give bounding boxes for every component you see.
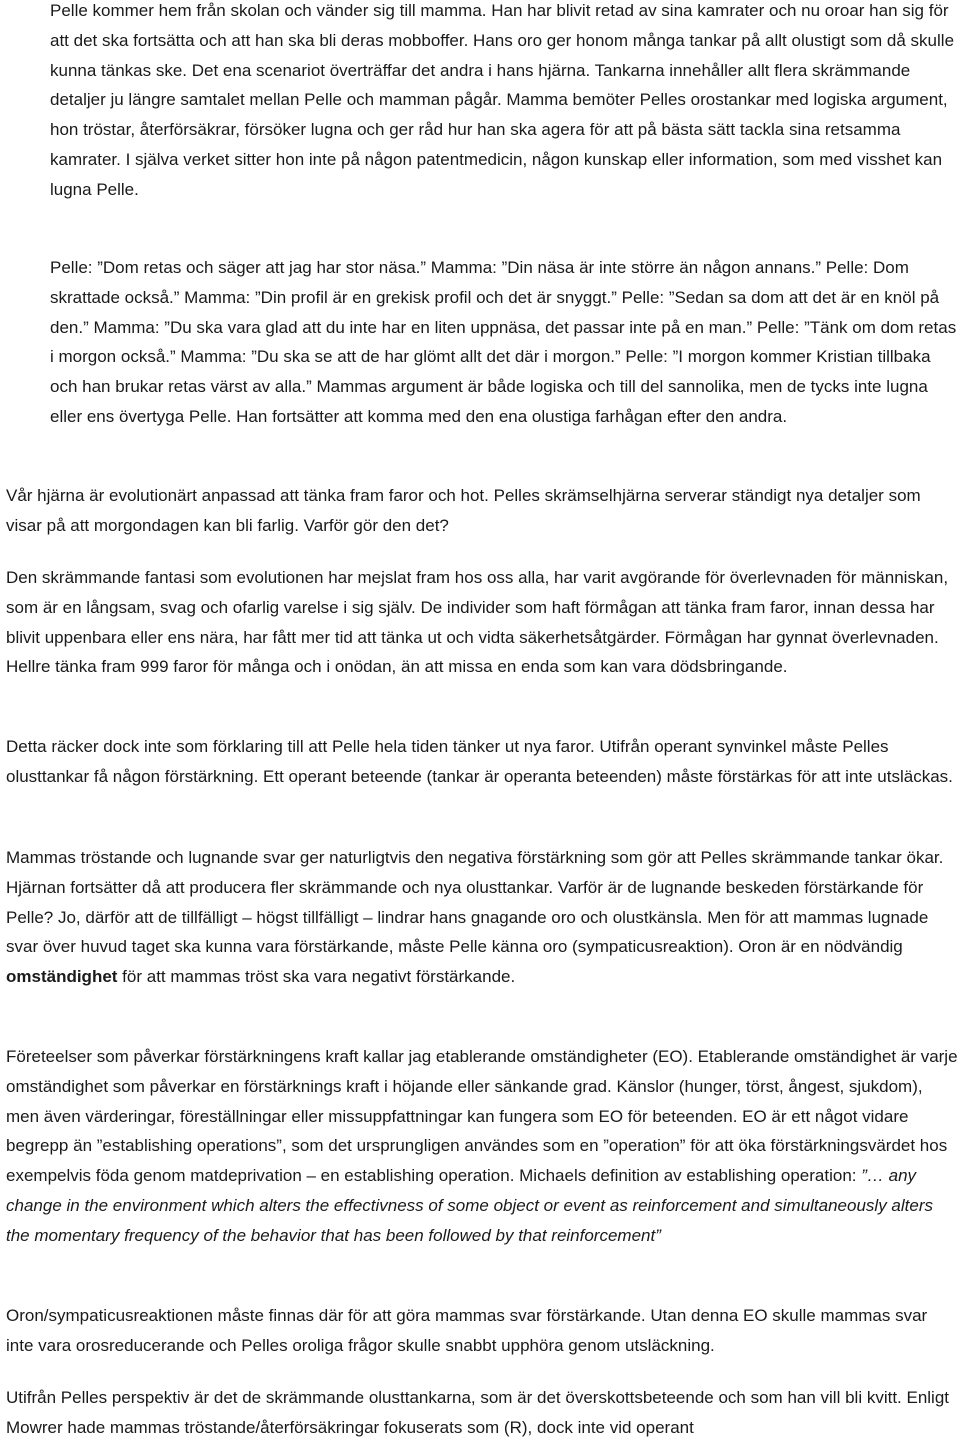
paragraph-operant-reinforcement: Detta räcker dock inte som förklaring till att Pelle hela tiden tänker ut nya faror. Utifrån operant synvinkel måste Pelles olusttankar få någon förstärkning. Ett operant beteende (tankar är operanta beteenden) måste förstärkas för att inte utsläckas.: [6, 737, 953, 786]
paragraph-text: Mammas tröstande och lugnande svar ger naturligtvis den negativa förstärkning som gör att Pelles skrämmande tankar ökar. Hjärnan fortsätter då att producera fler skrämmande och nya olusttankar. Varför är de lugnande beskeden förstärkande för Pelle? Jo, därför att de tillfälligt – högst tillfälligt – lindrar hans gnagande oro och olustkänsla. Men för att mammas lugnade svar över huvud taget ska kunna vara förstärkande, måste Pelle känna oro (sympaticusreaktion). Oron är en nödvändig: [6, 848, 944, 957]
paragraph-evolution-brain: Vår hjärna är evolutionärt anpassad att tänka fram faror och hot. Pelles skrämselhjärna serverar ständigt nya detaljer som visar på att morgondagen kan bli farlig. Varför gör den det?: [6, 486, 921, 535]
quoted-definition: ”… any change in the environment which alters the effectivness of some object or event as reinforcement and simultaneously alters the momentary frequency of the behavior that has been followed by that reinforcement”: [6, 1166, 933, 1245]
paragraph-negative-reinforcement: [6, 843, 958, 992]
paragraph-dialogue: Pelle: ”Dom retas och säger att jag har stor näsa.” Mamma: ”Din näsa är inte större än någon annans.” Pelle: Dom skrattade också.” Mamma: ”Din profil är en grekisk profil och det är snyggt.” Pelle: ”Sedan sa dom att det är en knöl på den.” Mamma: ”Du ska vara glad att du inte har en liten uppnäsa, det passar inte på en man.” Pelle: ”Tänk om dom retas i morgon också.” Mamma: ”Du ska se att de har glömt allt det där i morgon.” Pelle: ”I morgon kommer Kristian tillbaka och han brukar retas värst av alla.” Mammas argument är både logiska och till del sannolika, men de tycks inte lugna eller ens övertyga Pelle. Han fortsätter att komma med den ena olustiga farhågan efter den andra.: [50, 258, 957, 426]
paragraph-text: för att mammas tröst ska vara negativt förstärkande.: [117, 967, 516, 987]
bold-term-omstandighet: omständighet: [6, 967, 118, 987]
paragraph-fantasy-survival: Den skrämmande fantasi som evolutionen har mejslat fram hos oss alla, har varit avgörande för överlevnaden för människan, som är en långsam, svag och ofarlig varelse i sig själv. De individer som haft förmågan att tänka fram faror, innan dessa har blivit uppenbara eller ens nära, har fått mer tid att tänka ut och vidta säkerhetsåtgärder. Förmågan har gynnat överlevnaden. Hellre tänka fram 999 faror för många och i onödan, än att missa en enda som kan vara dödsbringande.: [6, 568, 949, 677]
paragraph-establishing-circumstances: [6, 1042, 958, 1251]
paragraph-pelle-intro: Pelle kommer hem från skolan och vänder sig till mamma. Han har blivit retad av sina kamrater och nu oroar han sig för att det ska fortsätta och att han ska bli deras mobboffer. Hans oro ger honom många tankar på allt olustigt som då skulle kunna tänkas ske. Det ena scenariot överträffar det andra i hans hjärna. Tankarna innehåller allt flera skrämmande detaljer ju längre samtalet mellan Pelle och mamman pågår. Mamma bemöter Pelles orostankar med logiska argument, hon tröstar, återförsäkrar, försöker lugna och ger råd hur han ska agera för att på bästa sätt tackla sina retsamma kamrater. I själva verket sitter hon inte på någon patentmedicin, någon kunskap eller information, som med visshet kan lugna Pelle.: [50, 1, 955, 199]
paragraph-anxiety-eo: Oron/sympaticusreaktionen måste finnas där för att göra mammas svar förstärkande. Utan denna EO skulle mammas svar inte vara orosreducerande och Pelles oroliga frågor skulle snabbt upphöra genom utsläckning.: [6, 1306, 928, 1355]
paragraph-pelle-perspective: Utifrån Pelles perspektiv är det de skrämmande olusttankarna, som är det överskottsbeteende och som han vill bli kvitt. Enligt Mowrer hade mammas tröstande/återförsäkringar fokuserats som (R), dock inte vid operant: [6, 1388, 950, 1437]
paragraph-text: Företeelser som påverkar förstärkningens kraft kallar jag etablerande omständigheter (EO). Etablerande omständighet är varje omständighet som påverkar en förstärknings kraft i höjande eller sänkande grad. Känslor (hunger, törst, ångest, sjukdom), men även värderingar, föreställningar eller missuppfattningar kan fungera som EO för beteenden. EO är ett något vidare begrepp än ”establishing operations”, som det ursprungligen användes som en ”operation” för att öka förstärkningsvärdet hos exempelvis föda genom matdeprivation – en establishing operation. Michaels definition av establishing operation:: [6, 1047, 958, 1186]
